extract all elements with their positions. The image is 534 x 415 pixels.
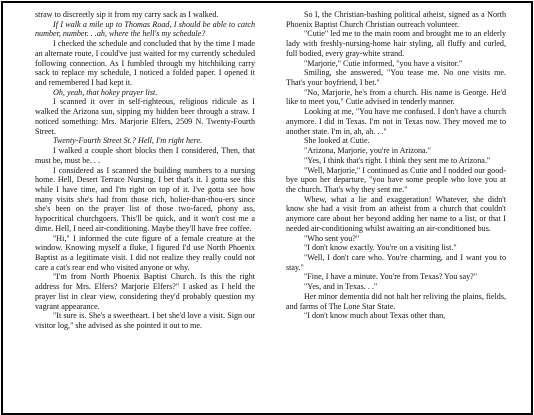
paragraph: If I walk a mile up to Thomas Road, I should be able to catch number, number. . .ah, where the hell's my schedule? [35, 19, 255, 39]
left-column [35, 10, 255, 331]
paragraph: "I don't know exactly. You're on a visiting list." [304, 243, 457, 253]
right-column [286, 10, 506, 321]
paragraph: "Yes, and in Texas. . ." [304, 282, 378, 292]
paragraph: Smiling, she answered, "You tease me. No one visits me. That's your boyfriend, I bet." [286, 68, 506, 88]
book-page [1, 1, 533, 415]
paragraph: "I don't know much about Texas other than, [304, 311, 446, 321]
paragraph: "I'm from North Phoenix Baptist Church. Is this the right address for Mrs. Elfers? Marjorie Elfers?" I asked as I held the prayer list in clear view, considering they'd probably question my vagrant appearance. [35, 272, 255, 311]
paragraph: I considered as I scanned the building numbers to a nursing home. Hell, Desert Terrace Nursing. I bet that's it. I gotta see this while I have time, and I'm right on top of it. I've gotta see how many visits she's had from those rich, holier-than-thou-ers since she's been on the prayer list of those two-faced, phony ass, hypocritical churchgoers. This'll be quick, and it won't cost me a dime. Hell, I need air-conditioning. Maybe they'll have free coffee. [35, 165, 255, 233]
paragraph: "Who sent you?" [304, 233, 360, 243]
paragraph: "Yes, I think that's right. I think they sent me to Arizona." [304, 155, 491, 165]
paragraph: "Well, I don't care who. You're charming, and I want you to stay." [286, 252, 506, 272]
paragraph: Whew, what a lie and exaggeration! Whatever, she didn't know she had a visit from an atheist from a church that couldn't anymore care about her beyond adding her name to a list, or that I needed air-conditioning whilst awaiting an air-conditioned bus. [286, 194, 506, 233]
paragraph: "Marjorie," Cutie informed, "you have a visitor." [304, 58, 463, 68]
paragraph: Twenty-Fourth Street St.? Hell, I'm right here. [53, 136, 203, 146]
paragraph: Her minor dementia did not halt her reliving the plains, fields, and farms of The Lone Star State. [286, 291, 506, 311]
paragraph: I checked the schedule and concluded that by the time I made an alternate route, I could've just waited for my currently scheduled following connection. As I fumbled through my hitchhiking carry sack to replace my schedule, I noticed a folded paper. I opened it and remembered I had kept it. [35, 39, 255, 88]
paragraph: So I, the Christian-bashing political atheist, signed as a North Phoenix Baptist Church Christian outreach volunteer. [286, 10, 506, 29]
paragraph: "Fine, I have a minute. You're from Texas? You say?" [304, 272, 478, 282]
paragraph: "No, Marjorie, he's from a church. His name is George. He'd like to meet you," Cutie advised in tenderly manner. [286, 87, 506, 107]
paragraph: I scanned it over in self-righteous, religious ridicule as I walked the Arizona sun, sipping my hidden beer through a straw. I noticed something: Mrs. Marjorie Elfers, 2509 N. Twenty-Fourth Street. [35, 97, 255, 136]
paragraph: "Well, Marjorie," I continued as Cutie and I nodded our good-bye upon her departure, "you have some people who love you at the church. That's why they sent me." [286, 165, 506, 194]
paragraph: "Hi," I informed the cute figure of a female creature at the window. Knowing myself a fluke, I figured I'd use North Phoenix Baptist as a legitimate visit. I did not realize they really could not care a cat's rear end who visited anyone or why. [35, 233, 255, 272]
paragraph: Looking at me, "You have me confused. I don't have a church anymore. I did in Texas. I'm not in Texas now. They moved me to another state. I'm in, ah, ah. . ." [286, 107, 506, 136]
paragraph: She looked at Cutie. [304, 136, 370, 146]
paragraph: I walked a couple short blocks then I considered, Then, that must be, must be. . . [35, 146, 255, 165]
paragraph: Oh, yeah, that hokey prayer list. [53, 87, 158, 97]
paragraph: "It sure is. She's a sweetheart. I bet she'd love a visit. Sign our visitor log," she advised as she pointed it out to me. [35, 311, 255, 330]
paragraph: "Cutie" led me to the main room and brought me to an elderly lady with freshly-nursing-home hair styling, all fluffy and curled, full bodied, every gray-white strand. [286, 29, 506, 58]
paragraph: straw to discreetly sip it from my carry sack as I walked. [35, 10, 219, 19]
paragraph: "Arizona, Marjorie, you're in Arizona." [304, 146, 431, 156]
